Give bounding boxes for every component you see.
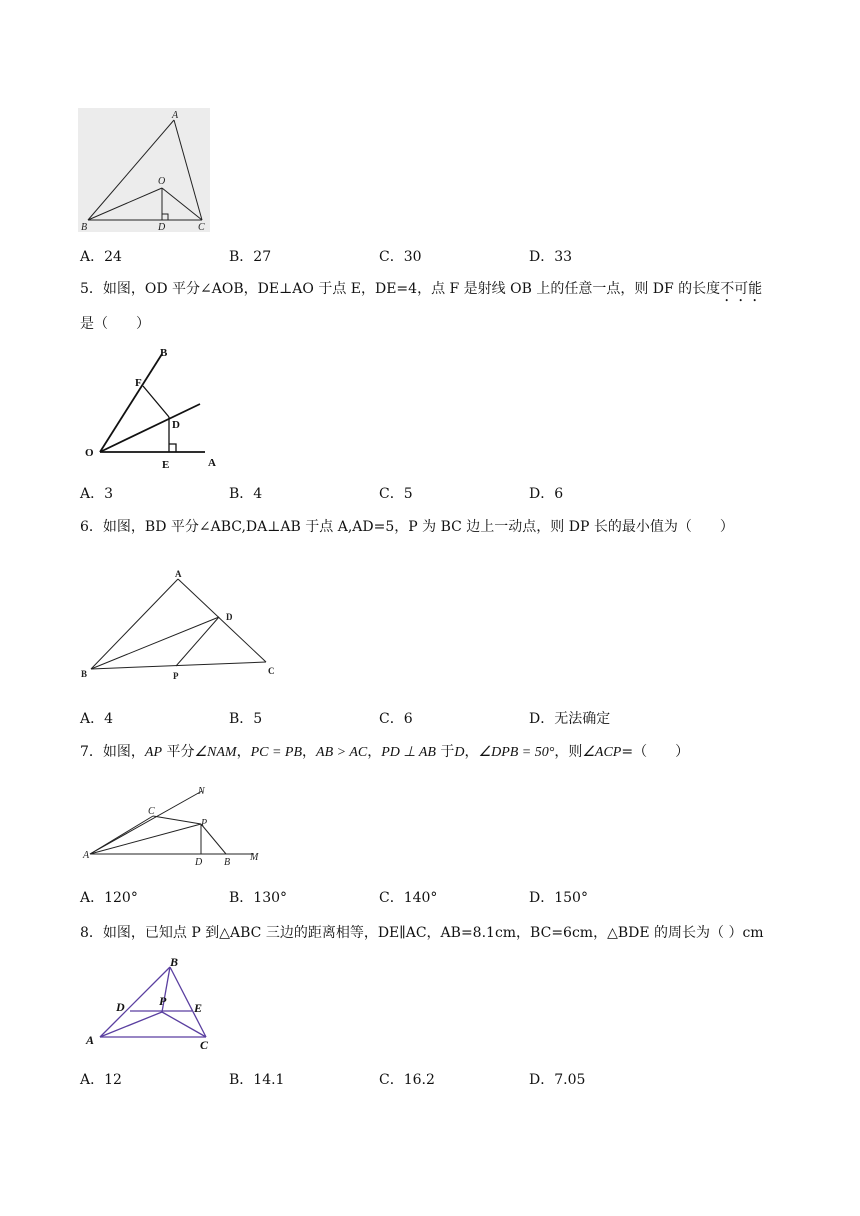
q7-math-dpb: ∠DPB = 50°	[478, 745, 555, 760]
q5-option-a[interactable]: A．3	[80, 486, 114, 502]
q4-label-A: A	[172, 110, 179, 121]
q7-math-ap: AP	[144, 745, 163, 760]
q7-question-text: 7．如图，AP 平分∠NAM，PC = PB，AB > AC，PD ⊥ AB 于D，∠DPB = 50°，则∠ACP=（ ）	[80, 744, 690, 760]
q4-option-a[interactable]: A．24	[80, 249, 122, 265]
q6-label-C: C	[268, 666, 275, 676]
q8-option-c[interactable]: C．16.2	[379, 1072, 435, 1088]
q4-option-c[interactable]: C．30	[379, 249, 422, 265]
q7-label-M: M	[250, 852, 259, 863]
q6-label-B: B	[81, 669, 88, 679]
q7-option-c[interactable]: C．140°	[379, 890, 438, 906]
q8-question-text: 8．如图，已知点 P 到△ABC 三边的距离相等，DE∥AC，AB=8.1cm，BC=6cm，△BDE 的周长为（ ）cm	[80, 925, 764, 941]
q8-label-P: P	[159, 994, 167, 1008]
q5-label-A: A	[208, 457, 216, 469]
q6-question-text: 6．如图，BD 平分∠ABC,DA⊥AB 于点 A,AD=5，P 为 BC 边上一动点，则 DP 长的最小值为（ ）	[80, 519, 734, 535]
q7-math-pd-ab: PD ⊥ AB	[381, 745, 436, 760]
q8-figure	[82, 955, 222, 1053]
q7-figure	[80, 782, 265, 870]
q7-option-b[interactable]: B．130°	[229, 890, 288, 906]
q7-label-N: N	[198, 786, 205, 797]
q6-option-a[interactable]: A．4	[80, 711, 114, 727]
q7-label-A: A	[83, 850, 90, 861]
q8-label-E: E	[194, 1001, 203, 1015]
q4-label-O: O	[158, 176, 166, 187]
q7-option-a[interactable]: A．120°	[80, 890, 138, 906]
q7-math-pc-pb: PC = PB	[250, 745, 303, 760]
q7-math-acp: ∠ACP	[582, 745, 622, 760]
q7-math-ab-ac: AB > AC	[316, 745, 368, 760]
q7-math-nam: ∠NAM	[194, 745, 237, 760]
q5-label-B: B	[160, 347, 168, 359]
q4-option-d[interactable]: D．33	[529, 249, 573, 265]
q5-label-E: E	[162, 459, 170, 471]
q5-figure	[80, 340, 225, 472]
q6-label-P: P	[173, 671, 179, 681]
q5-option-c[interactable]: C．5	[379, 486, 413, 502]
q5-label-D: D	[172, 419, 180, 431]
q7-math-d: D	[454, 745, 465, 760]
q7-label-C: C	[148, 806, 155, 817]
q6-option-d[interactable]: D．无法确定	[529, 711, 611, 727]
q8-option-d[interactable]: D．7.05	[529, 1072, 586, 1088]
q5-question-text-line2: 是（ ）	[80, 316, 150, 332]
q4-label-D: D	[158, 222, 166, 233]
q5-label-O: O	[85, 447, 94, 459]
q6-label-D: D	[226, 612, 233, 622]
q8-label-A: A	[86, 1033, 95, 1047]
q6-option-b[interactable]: B．5	[229, 711, 263, 727]
q5-option-d[interactable]: D．6	[529, 486, 564, 502]
q5-question-text: 5．如图，OD 平分∠AOB，DE⊥AO 于点 E，DE=4，点 F 是射线 OB 上的任意一点，则 DF 的长度不可能	[80, 281, 763, 297]
q7-option-d[interactable]: D．150°	[529, 890, 588, 906]
q6-label-A: A	[175, 569, 182, 579]
q4-option-b[interactable]: B．27	[229, 249, 272, 265]
q7-label-P: P	[201, 818, 208, 829]
q4-label-B: B	[81, 222, 88, 233]
q6-option-c[interactable]: C．6	[379, 711, 413, 727]
q6-figure	[78, 565, 283, 685]
q7-label-D: D	[195, 857, 203, 868]
q4-label-C: C	[198, 222, 205, 233]
q8-label-C: C	[200, 1038, 209, 1052]
q5-label-F: F	[135, 377, 142, 389]
q8-label-D: D	[116, 1000, 125, 1014]
q8-option-a[interactable]: A．12	[80, 1072, 122, 1088]
q8-option-b[interactable]: B．14.1	[229, 1072, 285, 1088]
q8-label-B: B	[170, 955, 179, 969]
q5-emphasis: 不可能	[720, 281, 763, 297]
q4-figure	[78, 108, 212, 234]
q7-label-B: B	[224, 857, 231, 868]
q5-option-b[interactable]: B．4	[229, 486, 263, 502]
